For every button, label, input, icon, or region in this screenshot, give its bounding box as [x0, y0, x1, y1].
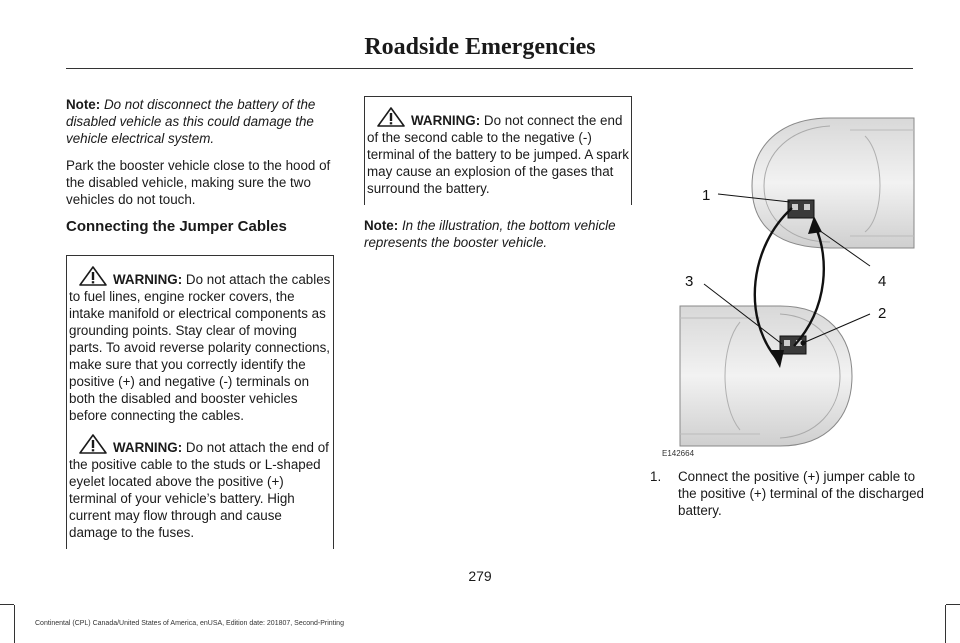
warning-cables: [69, 266, 331, 424]
header-rule: [66, 68, 913, 69]
warning-text: Do not attach the end of the positive cable to the studs or L-shaped eyelet located above the positive (+) terminal of your vehicle’s battery. High current may flow through and cause damage to the fuses.: [69, 440, 329, 540]
middle-column: [364, 96, 632, 261]
park-paragraph: Park the booster vehicle close to the hood of the disabled vehicle, making sure the two vehicles do not touch.: [66, 158, 331, 207]
warning-positive-cable: [69, 434, 331, 549]
warning-label: WARNING:: [113, 272, 183, 287]
note-label: Note:: [364, 218, 399, 233]
left-column: [66, 96, 334, 561]
warning-label: WARNING:: [113, 440, 183, 455]
note-disconnect: [66, 96, 334, 147]
warning-triangle-icon: [377, 107, 405, 127]
crop-mark: [946, 604, 960, 605]
step-text: Connect the positive (+) jumper cable to the positive (+) terminal of the discharged battery.: [678, 469, 924, 518]
section-heading: Connecting the Jumper Cables: [66, 218, 287, 235]
warning-text: Do not attach the cables to fuel lines, engine rocker covers, the intake manifold or electrical components as grounding points. Stay clear of moving parts. To avoid reverse polarity connections, make sure that you correctly identify the positive (+) and negative (-) terminals on both the disabled and booster vehicles before connecting the cables.: [69, 272, 331, 423]
warning-text: Do not connect the end of the second cable to the negative (-) terminal of the battery to be jumped. A spark may cause an explosion of the gases that surround the battery.: [367, 113, 630, 196]
callout-1: 1: [702, 187, 711, 204]
callout-4: 4: [878, 273, 887, 290]
step-number: 1.: [650, 469, 662, 484]
note-illustration: [364, 217, 632, 251]
warning-box-middle: [364, 96, 632, 205]
page-number: 279: [468, 568, 492, 584]
crop-mark: [14, 605, 15, 643]
note-text: In the illustration, the bottom vehicle represents the booster vehicle.: [364, 218, 616, 250]
step-1: [650, 468, 926, 519]
warning-label: WARNING:: [411, 113, 481, 128]
booster-vehicle: [680, 306, 852, 446]
edition-info: Continental (CPL) Canada/United States of America, enUSA, Edition date: 201807, Second-Printing: [35, 620, 344, 627]
warning-triangle-icon: [79, 434, 107, 454]
jumper-cable-illustration: [662, 96, 914, 458]
warning-negative-terminal: [367, 107, 629, 205]
warning-box-left: [66, 255, 334, 549]
note-text: Do not disconnect the battery of the disabled vehicle as this could damage the vehicle electrical system.: [66, 97, 316, 146]
crop-mark: [0, 604, 14, 605]
note-label: Note:: [66, 97, 101, 112]
callout-2: 2: [878, 305, 887, 322]
disabled-vehicle: [752, 118, 914, 248]
callout-3: 3: [685, 273, 694, 290]
warning-triangle-icon: [79, 266, 107, 286]
page-title: Roadside Emergencies: [364, 34, 596, 60]
crop-mark: [945, 605, 946, 643]
image-code: E142664: [662, 449, 695, 458]
